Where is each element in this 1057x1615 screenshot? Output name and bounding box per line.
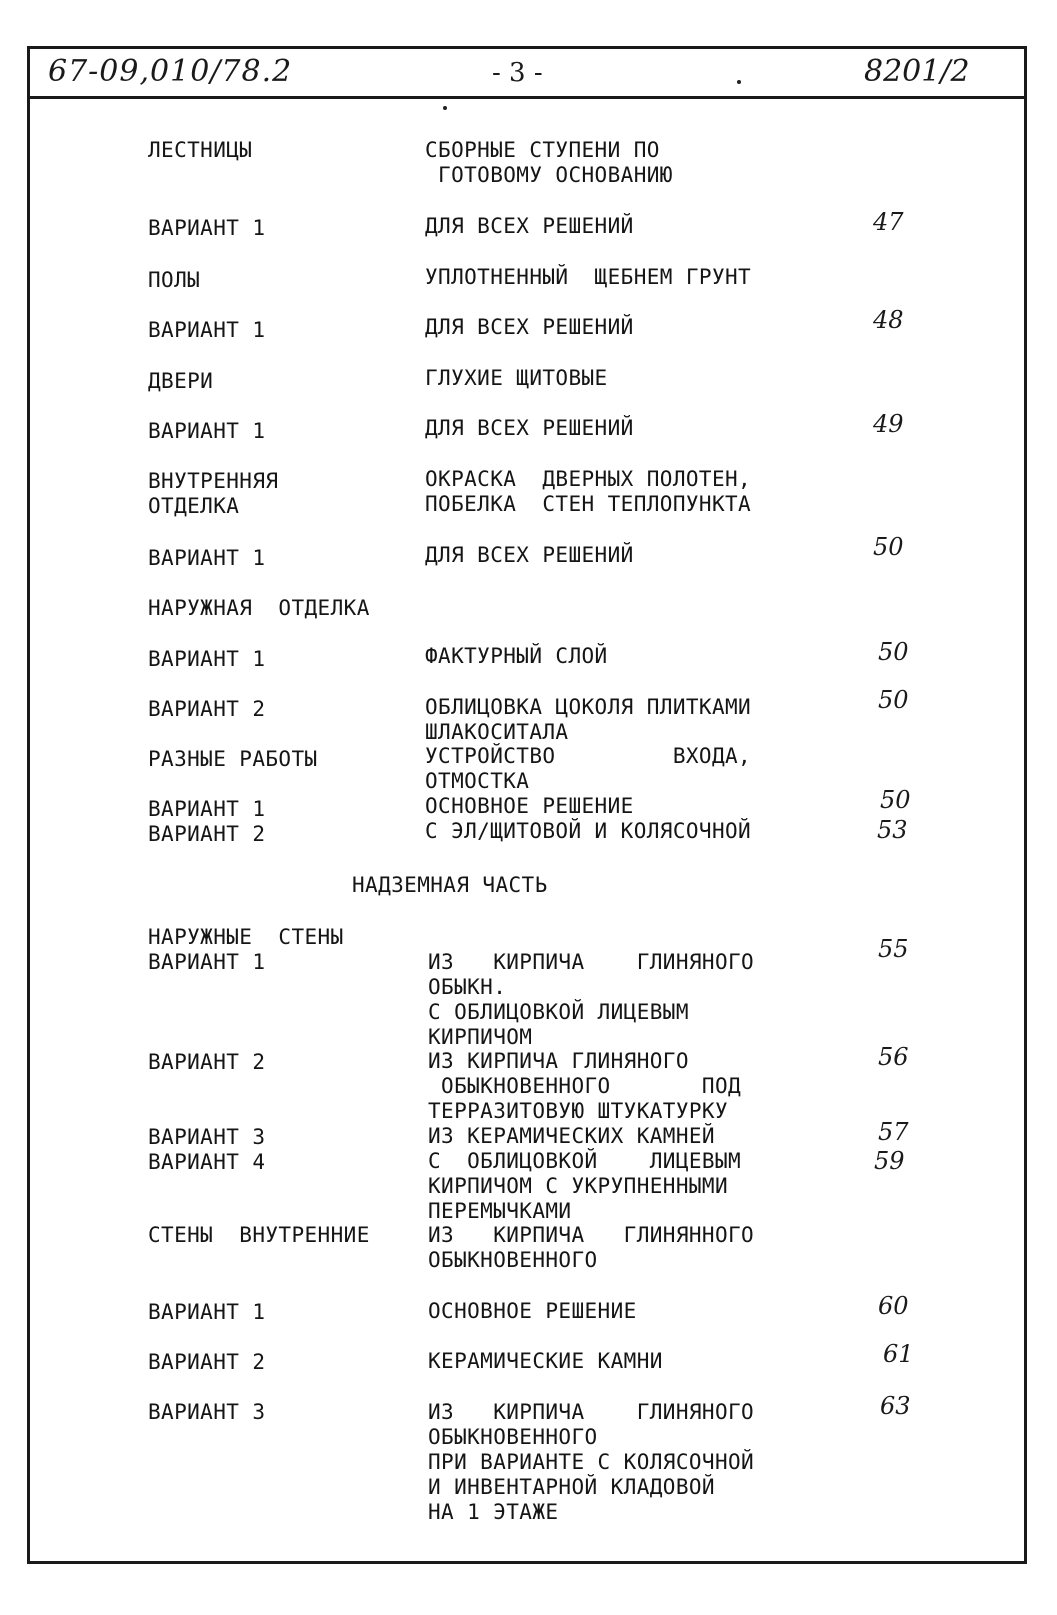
section-description: СБОРНЫЕ СТУПЕНИ ПО ГОТОВОМУ ОСНОВАНИЮ [425,138,673,187]
variant-label: ВАРИАНТ 3 [148,1400,266,1424]
page-reference: 56 [878,1043,909,1071]
page-reference: 60 [878,1292,909,1320]
section-label: РАЗНЫЕ РАБОТЫ [148,747,318,771]
page-reference: 53 [877,816,908,844]
variant-label: ВАРИАНТ 1 [148,1300,266,1324]
variant-label: ВАРИАНТ 3 [148,1125,266,1149]
variant-label: ВАРИАНТ 2 [148,697,266,721]
page-reference: 59 [874,1147,905,1175]
variant-description: ДЛЯ ВСЕХ РЕШЕНИЙ [425,315,634,339]
section-label: НАРУЖНЫЕ СТЕНЫ ВАРИАНТ 1 [148,925,344,974]
section-description: УПЛОТНЕННЫЙ ЩЕБНЕМ ГРУНТ [425,265,752,289]
variant-label: ВАРИАНТ 2 [148,1050,266,1074]
page-reference: 50 [873,533,904,561]
section-label: ВНУТРЕННЯЯ ОТДЕЛКА [148,469,279,518]
variant-label: ВАРИАНТ 4 [148,1150,266,1174]
document-code: 67-09,010/78.2 [48,54,293,89]
variant-label: ВАРИАНТ 1 [148,797,266,821]
section-label: НАРУЖНАЯ ОТДЕЛКА [148,596,370,620]
sheet-code: 8201/2 [864,54,970,89]
section-label: ПОЛЫ [148,268,201,292]
section-description: ОКРАСКА ДВЕРНЫХ ПОЛОТЕН, ПОБЕЛКА СТЕН ТЕПЛОПУНКТА [425,467,752,516]
section-label: ЛЕСТНИЦЫ [148,138,253,162]
variant-description: ДЛЯ ВСЕХ РЕШЕНИЙ [425,416,634,440]
variant-description: ИЗ КИРПИЧА ГЛИНЯНОГО ОБЫКНОВЕННОГО ПРИ ВАРИАНТЕ С КОЛЯСОЧНОЙ И ИНВЕНТАРНОЙ КЛАДОВОЙ НА 1 ЭТАЖЕ [428,1400,755,1524]
variant-label: ВАРИАНТ 1 [148,216,266,240]
page-reference: 63 [880,1392,911,1420]
variant-label: ВАРИАНТ 1 [148,647,266,671]
variant-label: ВАРИАНТ 2 [148,822,266,846]
section-description: ИЗ КИРПИЧА ГЛИНЯННОГО ОБЫКНОВЕННОГО [428,1223,755,1272]
variant-description: ИЗ КИРПИЧА ГЛИНЯНОГО ОБЫКН. С ОБЛИЦОВКОЙ ЛИЦЕВЫМ КИРПИЧОМ [428,950,755,1049]
variant-description: ДЛЯ ВСЕХ РЕШЕНИЙ [425,543,634,567]
variant-description: ОСНОВНОЕ РЕШЕНИЕ [428,1299,637,1323]
page-reference: 50 [880,786,911,814]
page-reference: 49 [873,410,904,438]
page-reference: 50 [878,638,909,666]
variant-description: ИЗ КИРПИЧА ГЛИНЯНОГО ОБЫКНОВЕННОГО ПОД ТЕРРАЗИТОВУЮ ШТУКАТУРКУ [428,1049,742,1123]
variant-description: КЕРАМИЧЕСКИЕ КАМНИ [428,1349,663,1373]
section-heading: НАДЗЕМНАЯ ЧАСТЬ [352,873,548,897]
variant-description: ФАКТУРНЫЙ СЛОЙ [425,644,608,668]
variant-description: ОБЛИЦОВКА ЦОКОЛЯ ПЛИТКАМИ ШЛАКОСИТАЛА [425,695,752,744]
page-reference: 61 [883,1340,914,1368]
section-label: СТЕНЫ ВНУТРЕННИЕ [148,1223,370,1247]
variant-description: С ОБЛИЦОВКОЙ ЛИЦЕВЫМ КИРПИЧОМ С УКРУПНЕННЫМИ ПЕРЕМЫЧКАМИ [428,1149,742,1223]
variant-label: ВАРИАНТ 1 [148,419,266,443]
variant-label: ВАРИАНТ 1 [148,546,266,570]
section-description: ГЛУХИЕ ЩИТОВЫЕ [425,366,608,390]
page-reference: 57 [878,1118,909,1146]
page-reference: 47 [873,208,904,236]
section-label: ДВЕРИ [148,369,214,393]
page-reference: 50 [878,686,909,714]
section-description: УСТРОЙСТВО ВХОДА, ОТМОСТКА [425,744,752,793]
header-mark [443,106,447,110]
variant-description: ДЛЯ ВСЕХ РЕШЕНИЙ [425,214,634,238]
variant-label: ВАРИАНТ 1 [148,318,266,342]
header-mark [737,80,741,84]
page-reference: 48 [873,306,904,334]
page-number: - 3 - [492,58,543,88]
variant-label: ВАРИАНТ 2 [148,1350,266,1374]
variant-description: ОСНОВНОЕ РЕШЕНИЕ [425,794,634,818]
header-divider [27,96,1027,99]
page-reference: 55 [878,935,909,963]
variant-description: С ЭЛ/ЩИТОВОЙ И КОЛЯСОЧНОЙ [425,819,752,843]
variant-description: ИЗ КЕРАМИЧЕСКИХ КАМНЕЙ [428,1124,715,1148]
